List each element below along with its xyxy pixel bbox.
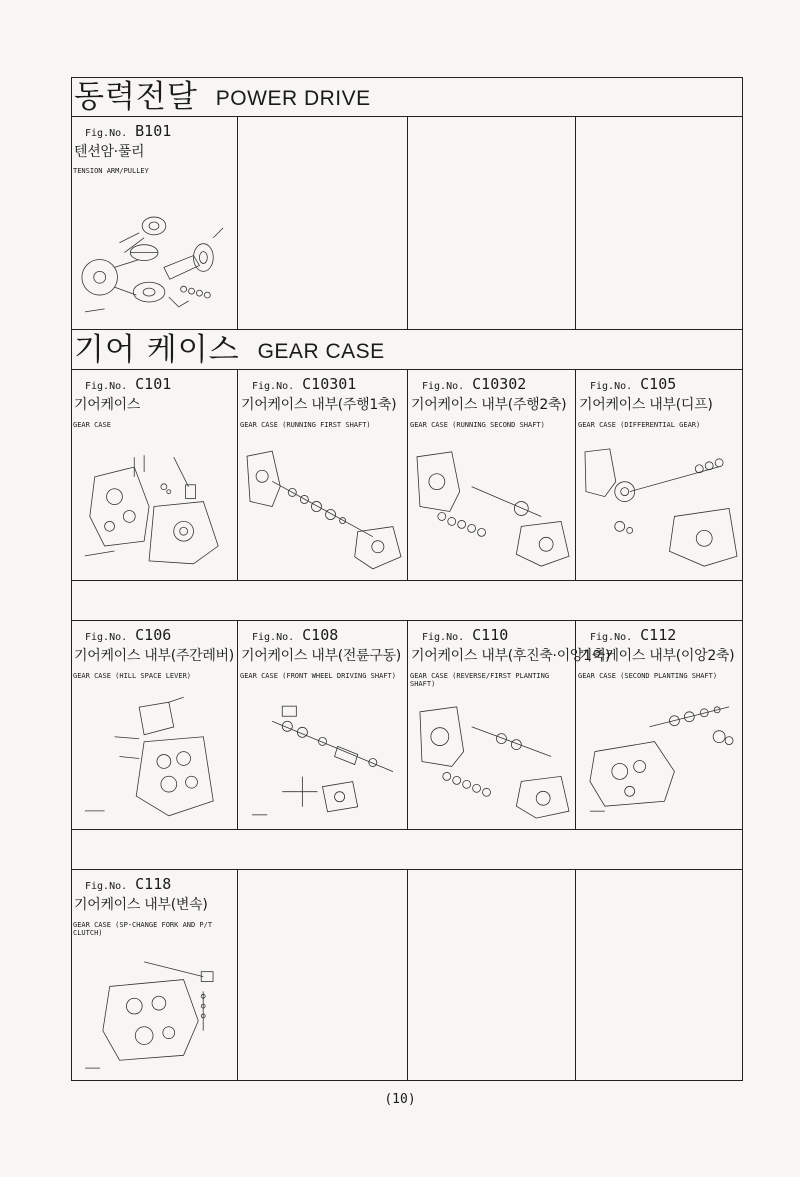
figure-title-ko: 기어케이스 내부(이앙2축) xyxy=(579,648,735,664)
figure-row-1 xyxy=(71,117,743,330)
figure-number: C108 xyxy=(302,626,339,644)
figure-number: C106 xyxy=(135,626,172,644)
figure-cell-c106[interactable]: Fig.No. C106 기어케이스 내부(주간레버) GEAR CASE (HILL SPACE LEVER) xyxy=(71,621,238,829)
figure-title-en: GEAR CASE (HILL SPACE LEVER) xyxy=(73,672,192,680)
figure-number: B101 xyxy=(135,122,172,140)
figure-cell-c101[interactable]: Fig.No. C101 기어케이스 GEAR CASE xyxy=(71,370,238,580)
page-number: (10) xyxy=(384,1092,416,1107)
exploded-diagram-sp-change-fork xyxy=(75,952,233,1075)
figure-title-ko: 텐션암·풀리 xyxy=(74,144,145,160)
section-header-gear-case xyxy=(71,330,743,370)
figure-title-en: TENSION ARM/PULLEY xyxy=(73,167,149,175)
section-title-en: GEAR CASE xyxy=(257,340,385,363)
figure-title-ko: 기어케이스 내부(전륜구동) xyxy=(241,648,401,664)
figure-title-en: GEAR CASE (REVERSE/FIRST PLANTING SHAFT) xyxy=(410,672,550,688)
figure-title-en: GEAR CASE (RUNNING SECOND SHAFT) xyxy=(410,421,545,429)
blank-row xyxy=(71,830,743,870)
figure-cell-empty xyxy=(576,870,743,1081)
figure-title-ko: 기어케이스 xyxy=(74,397,141,413)
figure-cell-c108[interactable]: Fig.No. C108 기어케이스 내부(전륜구동) GEAR CASE (FRONT WHEEL DRIVING SHAFT) xyxy=(238,621,408,829)
figure-title-ko: 기어케이스 내부(주행2축) xyxy=(411,397,567,413)
exploded-diagram-second-planting-shaft xyxy=(580,695,739,823)
figure-title-en: GEAR CASE xyxy=(73,421,111,429)
figure-title-ko: 기어케이스 내부(변속) xyxy=(74,897,208,913)
figure-title-ko: 기어케이스 내부(디프) xyxy=(579,397,713,413)
exploded-diagram-running-first-shaft xyxy=(242,444,403,574)
figure-cell-c10301[interactable]: Fig.No. C10301 기어케이스 내부(주행1축) GEAR CASE (RUNNING FIRST SHAFT) xyxy=(238,370,408,580)
figure-cell-empty xyxy=(238,870,408,1081)
section-header-power-drive xyxy=(71,77,743,117)
figure-cell-c105[interactable]: Fig.No. C105 기어케이스 내부(디프) GEAR CASE (DIFFERENTIAL GEAR) xyxy=(576,370,743,580)
figure-cell-c10302[interactable]: Fig.No. C10302 기어케이스 내부(주행2축) GEAR CASE (RUNNING SECOND SHAFT) xyxy=(408,370,576,580)
figure-title-ko: 기어케이스 내부(주행1축) xyxy=(241,397,397,413)
exploded-diagram-gear-case xyxy=(75,444,233,574)
figure-cell-empty xyxy=(408,870,576,1081)
figure-number: C10301 xyxy=(302,375,357,393)
figure-title-en: GEAR CASE (SP-CHANGE FORK AND P/T CLUTCH) xyxy=(73,921,213,937)
exploded-diagram-hill-space-lever xyxy=(75,695,233,823)
section-title-en: POWER DRIVE xyxy=(215,87,371,110)
figure-title-en: GEAR CASE (DIFFERENTIAL GEAR) xyxy=(578,421,701,429)
figure-title-en: GEAR CASE (SECOND PLANTING SHAFT) xyxy=(578,672,718,680)
exploded-diagram-front-wheel-driving-shaft xyxy=(242,695,403,823)
blank-row xyxy=(71,581,743,621)
figure-number: C101 xyxy=(135,375,172,393)
figure-cell-b101[interactable]: Fig.No. B101 텐션암·풀리 TENSION ARM/PULLEY xyxy=(71,117,238,329)
figure-cell-c110[interactable]: Fig.No. C110 기어케이스 내부(후진축·이앙1축) GEAR CASE (REVERSE/FIRST PLANTING SHAFT) xyxy=(408,621,576,829)
figure-title-en: GEAR CASE (RUNNING FIRST SHAFT) xyxy=(240,421,371,429)
figure-title-ko: 기어케이스 내부(주간레버) xyxy=(74,648,234,664)
figure-number: C118 xyxy=(135,875,172,893)
figure-cell-c112[interactable]: Fig.No. C112 기어케이스 내부(이앙2축) GEAR CASE (SECOND PLANTING SHAFT) xyxy=(576,621,743,829)
figure-title-ko: 기어케이스 내부(후진축·이앙1축) xyxy=(411,648,611,664)
figure-cell-c118[interactable]: Fig.No. C118 기어케이스 내부(변속) GEAR CASE (SP-CHANGE FORK AND P/T CLUTCH) xyxy=(71,870,238,1081)
exploded-diagram-differential-gear xyxy=(580,444,739,574)
figure-number: C110 xyxy=(472,626,509,644)
figure-number: C112 xyxy=(640,626,677,644)
section-title-ko: 기어 케이스 xyxy=(74,332,240,368)
figure-cell-empty xyxy=(238,117,408,329)
figure-row-2 xyxy=(71,370,743,581)
figure-number: C105 xyxy=(640,375,677,393)
exploded-diagram-running-second-shaft xyxy=(412,444,571,574)
exploded-diagram-tension-arm xyxy=(75,197,233,323)
figure-cell-empty xyxy=(408,117,576,329)
figure-number: C10302 xyxy=(472,375,527,393)
figure-cell-empty xyxy=(576,117,743,329)
figure-row-4 xyxy=(71,870,743,1081)
figure-title-en: GEAR CASE (FRONT WHEEL DRIVING SHAFT) xyxy=(240,672,396,680)
section-title-ko: 동력전달 xyxy=(74,79,198,115)
exploded-diagram-reverse-first-planting-shaft xyxy=(412,695,571,823)
figure-row-3 xyxy=(71,621,743,830)
